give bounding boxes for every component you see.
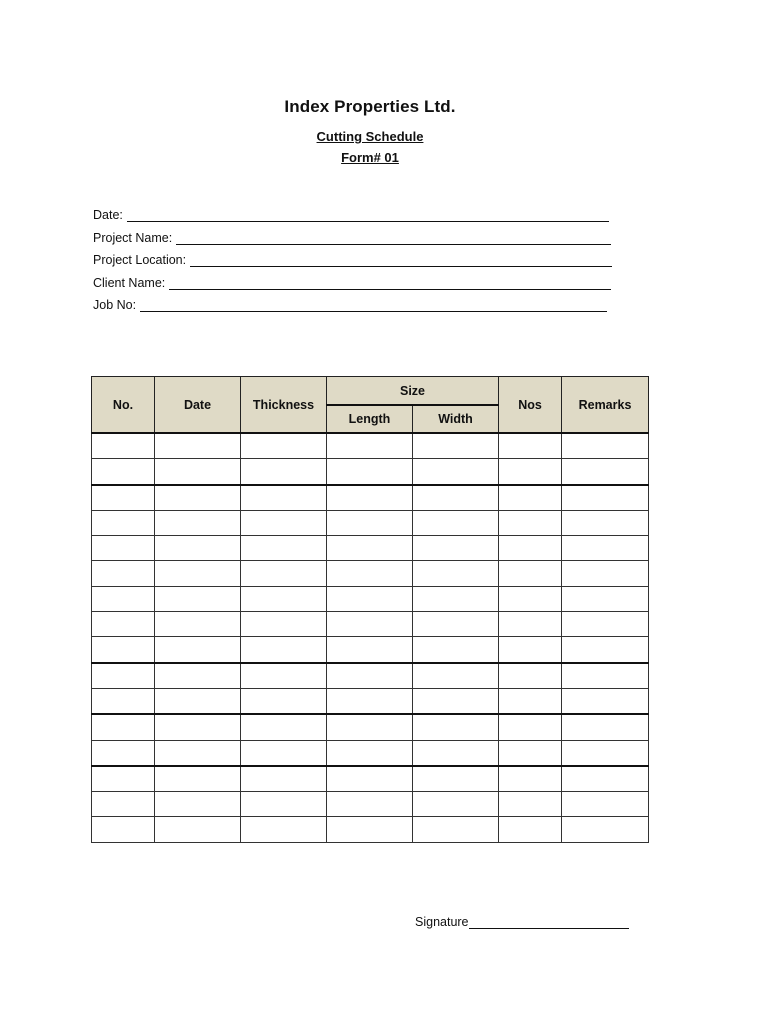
table-cell-thickness[interactable] <box>241 817 327 842</box>
cutting-schedule-table <box>91 376 649 843</box>
table-cell-no[interactable] <box>92 714 155 740</box>
table-cell-width[interactable] <box>413 561 499 586</box>
table-cell-length[interactable] <box>327 714 413 740</box>
table-cell-length[interactable] <box>327 612 413 637</box>
table-row <box>92 510 649 535</box>
table-row <box>92 688 649 714</box>
job-no-field <box>93 294 607 312</box>
table-cell-nos[interactable] <box>499 459 562 485</box>
table-cell-nos[interactable] <box>499 561 562 586</box>
table-cell-date[interactable] <box>155 817 241 842</box>
table-cell-length[interactable] <box>327 817 413 842</box>
table-cell-nos[interactable] <box>499 792 562 817</box>
table-cell-remarks[interactable] <box>562 459 649 485</box>
table-cell-remarks[interactable] <box>562 485 649 511</box>
table-cell-remarks[interactable] <box>562 766 649 792</box>
table-cell-nos[interactable] <box>499 817 562 842</box>
table-cell-no[interactable] <box>92 485 155 511</box>
signature-label: Signature <box>415 915 469 929</box>
table-cell-width[interactable] <box>413 714 499 740</box>
column-header-nos: Nos <box>499 377 562 434</box>
table-cell-length[interactable] <box>327 792 413 817</box>
client-name-field <box>93 272 611 290</box>
table-cell-thickness[interactable] <box>241 510 327 535</box>
table-cell-no[interactable] <box>92 561 155 586</box>
table-cell-thickness[interactable] <box>241 688 327 714</box>
table-cell-width[interactable] <box>413 433 499 459</box>
job-no-label: Job No: <box>93 298 137 312</box>
table-cell-remarks[interactable] <box>562 561 649 586</box>
table-cell-no[interactable] <box>92 792 155 817</box>
table-body <box>92 433 649 842</box>
table-row <box>92 792 649 817</box>
table-cell-date[interactable] <box>155 766 241 792</box>
project-location-field <box>93 249 612 267</box>
date-label: Date: <box>93 208 123 222</box>
table-cell-width[interactable] <box>413 637 499 663</box>
table-cell-date[interactable] <box>155 714 241 740</box>
table-cell-nos[interactable] <box>499 612 562 637</box>
table-cell-thickness[interactable] <box>241 612 327 637</box>
table-cell-date[interactable] <box>155 637 241 663</box>
table-cell-date[interactable] <box>155 510 241 535</box>
table-cell-no[interactable] <box>92 637 155 663</box>
table-cell-nos[interactable] <box>499 510 562 535</box>
table-cell-length[interactable] <box>327 433 413 459</box>
table-cell-thickness[interactable] <box>241 536 327 561</box>
table-cell-remarks[interactable] <box>562 688 649 714</box>
table-row <box>92 740 649 766</box>
table-cell-remarks[interactable] <box>562 817 649 842</box>
table-cell-length[interactable] <box>327 688 413 714</box>
project-location-label: Project Location: <box>93 253 187 267</box>
project-location-line[interactable] <box>190 252 612 267</box>
project-name-field <box>93 227 611 245</box>
table-row <box>92 714 649 740</box>
table-cell-thickness[interactable] <box>241 637 327 663</box>
table-cell-remarks[interactable] <box>562 792 649 817</box>
table-cell-length[interactable] <box>327 663 413 689</box>
column-header-date: Date <box>155 377 241 434</box>
form-number <box>0 150 740 165</box>
form-subtitle-text: Cutting Schedule <box>316 129 424 144</box>
table-cell-nos[interactable] <box>499 637 562 663</box>
table-cell-length[interactable] <box>327 536 413 561</box>
table-cell-nos[interactable] <box>499 766 562 792</box>
signature-line[interactable] <box>469 914 629 929</box>
table-cell-no[interactable] <box>92 459 155 485</box>
table-cell-remarks[interactable] <box>562 714 649 740</box>
project-name-label: Project Name: <box>93 231 173 245</box>
table-row <box>92 536 649 561</box>
client-name-label: Client Name: <box>93 276 166 290</box>
table-cell-no[interactable] <box>92 433 155 459</box>
table-cell-width[interactable] <box>413 688 499 714</box>
table-cell-no[interactable] <box>92 663 155 689</box>
column-header-size: Size <box>327 377 499 406</box>
table-cell-length[interactable] <box>327 766 413 792</box>
table-cell-width[interactable] <box>413 586 499 611</box>
table-row <box>92 586 649 611</box>
client-name-line[interactable] <box>169 275 611 290</box>
table-cell-nos[interactable] <box>499 485 562 511</box>
table-cell-date[interactable] <box>155 688 241 714</box>
table-cell-date[interactable] <box>155 485 241 511</box>
table-cell-date[interactable] <box>155 433 241 459</box>
table-cell-date[interactable] <box>155 663 241 689</box>
table-row <box>92 766 649 792</box>
table-row <box>92 485 649 511</box>
table-cell-nos[interactable] <box>499 586 562 611</box>
table-cell-no[interactable] <box>92 536 155 561</box>
table-cell-length[interactable] <box>327 561 413 586</box>
form-subtitle <box>0 129 740 144</box>
table-cell-width[interactable] <box>413 792 499 817</box>
table-cell-no[interactable] <box>92 688 155 714</box>
form-number-text: Form# 01 <box>341 150 399 165</box>
table-cell-length[interactable] <box>327 510 413 535</box>
table-cell-thickness[interactable] <box>241 459 327 485</box>
column-header-thickness: Thickness <box>241 377 327 434</box>
table-cell-date[interactable] <box>155 459 241 485</box>
column-header-remarks: Remarks <box>562 377 649 434</box>
table-cell-no[interactable] <box>92 586 155 611</box>
table-cell-thickness[interactable] <box>241 561 327 586</box>
table-cell-nos[interactable] <box>499 688 562 714</box>
table-cell-thickness[interactable] <box>241 792 327 817</box>
table-cell-nos[interactable] <box>499 433 562 459</box>
table-cell-width[interactable] <box>413 740 499 766</box>
job-no-line[interactable] <box>140 297 607 312</box>
table-row <box>92 459 649 485</box>
table-row <box>92 637 649 663</box>
table-cell-width[interactable] <box>413 536 499 561</box>
table-cell-remarks[interactable] <box>562 536 649 561</box>
table-row <box>92 433 649 459</box>
table-cell-no[interactable] <box>92 510 155 535</box>
table-cell-no[interactable] <box>92 612 155 637</box>
table-cell-no[interactable] <box>92 766 155 792</box>
table-cell-length[interactable] <box>327 459 413 485</box>
company-title: Index Properties Ltd. <box>284 97 456 116</box>
table-cell-date[interactable] <box>155 740 241 766</box>
table-cell-width[interactable] <box>413 766 499 792</box>
table-cell-length[interactable] <box>327 740 413 766</box>
table-cell-no[interactable] <box>92 817 155 842</box>
table-cell-width[interactable] <box>413 663 499 689</box>
project-name-line[interactable] <box>176 230 611 245</box>
table-cell-width[interactable] <box>413 459 499 485</box>
table-cell-date[interactable] <box>155 792 241 817</box>
table-cell-width[interactable] <box>413 817 499 842</box>
table-cell-nos[interactable] <box>499 740 562 766</box>
table-cell-width[interactable] <box>413 612 499 637</box>
table-cell-remarks[interactable] <box>562 612 649 637</box>
table-cell-nos[interactable] <box>499 714 562 740</box>
table-cell-thickness[interactable] <box>241 485 327 511</box>
table-cell-thickness[interactable] <box>241 586 327 611</box>
table-cell-length[interactable] <box>327 637 413 663</box>
date-line[interactable] <box>127 207 609 222</box>
table-cell-length[interactable] <box>327 485 413 511</box>
table-cell-remarks[interactable] <box>562 740 649 766</box>
table-cell-date[interactable] <box>155 586 241 611</box>
table-cell-thickness[interactable] <box>241 766 327 792</box>
table-cell-length[interactable] <box>327 586 413 611</box>
signature-field <box>415 911 629 929</box>
table-cell-remarks[interactable] <box>562 637 649 663</box>
table-cell-date[interactable] <box>155 612 241 637</box>
table-cell-remarks[interactable] <box>562 586 649 611</box>
table-cell-no[interactable] <box>92 740 155 766</box>
table-cell-width[interactable] <box>413 485 499 511</box>
table-row <box>92 612 649 637</box>
table-cell-thickness[interactable] <box>241 433 327 459</box>
table-cell-nos[interactable] <box>499 536 562 561</box>
table-row <box>92 663 649 689</box>
table-cell-date[interactable] <box>155 561 241 586</box>
date-field <box>93 204 609 222</box>
table-cell-date[interactable] <box>155 536 241 561</box>
column-header-length: Length <box>327 405 413 433</box>
column-header-no: No. <box>92 377 155 434</box>
table-cell-thickness[interactable] <box>241 663 327 689</box>
table-cell-width[interactable] <box>413 510 499 535</box>
table-cell-thickness[interactable] <box>241 740 327 766</box>
table-row <box>92 817 649 842</box>
table-cell-nos[interactable] <box>499 663 562 689</box>
table-row <box>92 561 649 586</box>
table-cell-remarks[interactable] <box>562 510 649 535</box>
table-cell-thickness[interactable] <box>241 714 327 740</box>
table-cell-remarks[interactable] <box>562 663 649 689</box>
column-header-width: Width <box>413 405 499 433</box>
table-cell-remarks[interactable] <box>562 433 649 459</box>
